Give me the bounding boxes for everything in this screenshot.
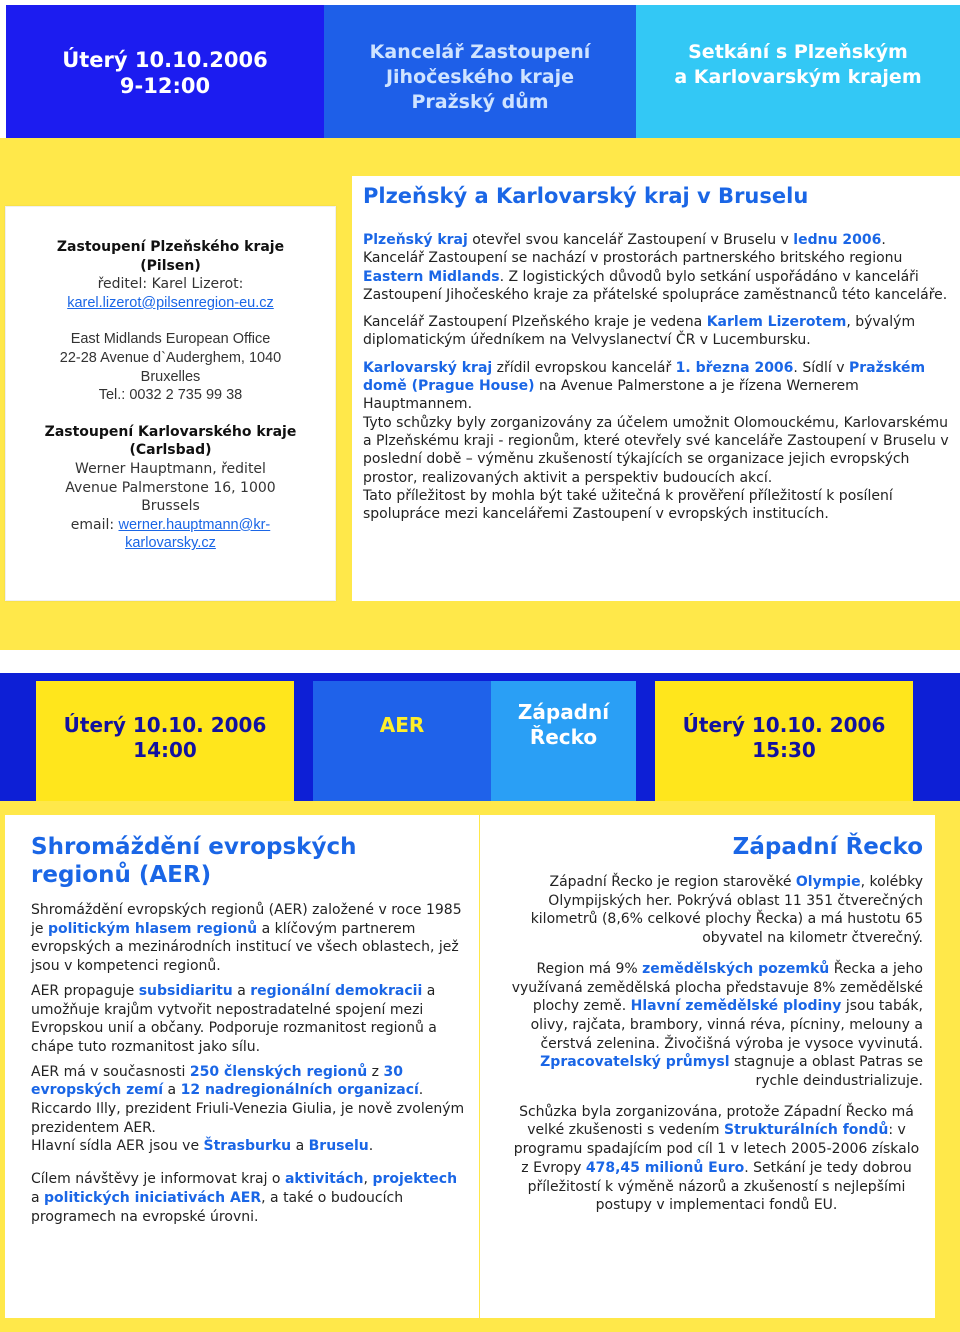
highlight: subsidiaritu [138,982,233,999]
text: Shromáždění evropských regionů (AER) založené v roce 1985 je [31,902,462,937]
text: . Riccardo Illy, prezident Friuli-Venezia Giulia, je nově zvoleným prezidentem AER. [31,1082,465,1136]
text: Západní Řecko je region starověké [549,874,796,890]
header-date-block [6,5,324,138]
agenda-time-block [36,681,294,801]
agenda-time: 14:00 [133,738,197,762]
plzen-title: Zastoupení Plzeňského kraje [56,239,285,255]
header-date: Úterý 10.10.2006 [62,48,268,72]
text: a [291,1138,309,1155]
highlight: Bruselu [308,1138,369,1155]
karlovy-subtitle: (Carlsbad) [129,442,212,459]
text: , a také o budoucích programech na evropské úrovni. [31,1189,404,1225]
text: a [31,1189,45,1206]
aer-title [31,833,469,889]
paragraph [363,313,950,350]
paragraph [31,1170,469,1226]
text: a klíčovým partnerem evropských a mezinárodních institucí ve všech oblastech, jež jsou v kompetenci regionů. [31,920,459,975]
header-location-line: Jihočeského kraje [385,66,575,88]
text: a [232,982,251,999]
text: Cílem návštěvy je informovat kraj o [31,1171,285,1188]
paragraph [510,1103,923,1215]
highlight: 478,45 milionů Euro [585,1159,745,1176]
highlight: politických iniciativách AER [44,1189,262,1206]
header-topic-block [636,5,960,138]
paragraph [31,901,469,976]
agenda-aer-block [313,681,491,801]
plzen-email-link[interactable]: karel.lizerot@pilsenregion-eu.cz [67,294,274,311]
highlight: projektech [372,1171,458,1188]
paragraph [31,982,469,1057]
highlight: 1. března 2006 [675,359,794,376]
highlight: politickým hlasem regionů [47,920,258,937]
greece-card [480,815,935,1318]
plzen-address-line: 22-28 Avenue d`Auderghem, 1040 [59,349,282,366]
karlovy-email-link-cont[interactable]: karlovarsky.cz [125,535,216,552]
text: AER má v současnosti [31,1063,190,1080]
aer-card [5,815,479,1318]
paragraph [510,873,923,948]
plzen-subtitle: (Pilsen) [140,257,201,274]
text: z [367,1063,384,1080]
highlight: zemědělských pozemků [642,960,830,977]
agenda-greece-line: Západní [517,700,610,724]
text: AER propaguje [31,982,139,999]
karlovy-email-label: email: [70,516,115,533]
text: na Avenue Palmerstone a je řízena Wernerem Hauptmannem. [363,378,859,413]
highlight: Karlovarský kraj [363,359,493,376]
highlight: Eastern Midlands [363,268,500,285]
section-title: Plzeňský a Karlovarský kraj v Bruselu [363,184,809,208]
text: Řecka a jeho využívaná zemědělská plocha představuje 8% zemědělské plochy země. [511,960,923,1015]
aer-title-line: Shromáždění evropských [31,834,357,860]
paragraph [31,1063,469,1138]
highlight: aktivitách [284,1171,364,1188]
header-location-block [324,5,636,138]
agenda-greece-line: Řecko [529,725,598,749]
text: . Setkání je tedy dobrou příležitostí k výměně názorů a zkušeností s nejlepšími postupy v implementaci fondů EU. [527,1159,912,1214]
greece-title: Západní Řecko [732,834,923,860]
contacts-card [5,206,336,601]
plzen-tel: Tel.: 0032 2 735 99 38 [98,387,243,404]
text: jsou tabák, olivy, rajčata, brambory, vinná réva, pícniny, melouny a čerstvá zelenina. Živočišná výroba je vysoce vyvinutá. [530,998,923,1052]
agenda-time: 15:30 [752,738,816,762]
paragraph [363,359,950,414]
plzen-office: East Midlands European Office [70,331,271,348]
text: Region má 9% [536,960,643,977]
highlight: Strukturálních fondů [724,1122,889,1139]
karlovy-address-line: Avenue Palmerstone 16, 1000 [65,479,276,496]
agenda-time-block [655,681,913,801]
agenda-date: Úterý 10.10. 2006 [63,713,267,737]
highlight: Štrasburku [203,1138,292,1155]
highlight: regionální demokracii [250,982,423,999]
highlight: lednu 2006 [793,232,882,248]
paragraph [510,960,923,1091]
highlight: 250 členských regionů [189,1063,368,1080]
text: . [368,1138,374,1155]
text: a umožňuje krajům vytvořit nepostradatelné spojení mezi Evropskou unií a občany. Podporuje rozmanitost regionů a chápe tuto rozmanitost jako sílu. [31,982,437,1055]
paragraph: Tato příležitost by mohla být také užitečná k prověření příležitostí k posílení spolupráce mezi kancelářemi Zastoupení v evropských institucích. [363,487,893,523]
karlovy-address-line: Brussels [141,498,200,515]
text: , [363,1171,373,1188]
highlight: Zpracovatelský průmysl [540,1054,730,1071]
highlight: Olympie [795,874,861,890]
header-location-line: Kancelář Zastoupení [369,41,591,63]
highlight: Plzeňský kraj [363,232,468,248]
header-topic-line: Setkání s Plzeňským [688,41,908,63]
paragraph: Tyto schůzky byly zorganizovány za účelem umožnit Olomouckému, Karlovarskému a Plzeňskému kraji - regionům, které otevřely své kanceláře Zastoupení v Bruselu v poslední době – výměnu zkušeností týkajících se organizace jejich evropských prostor, realizovaných aktivit a perspektiv budoucích akcí. [363,414,949,486]
header-topic-line: a Karlovarským krajem [674,66,922,88]
text: stagnuje a oblast Patras se rychle deindustrializuje. [729,1054,923,1090]
highlight: Pražském domě (Prague House) [363,359,926,395]
highlight: 12 nadregionálních organizací [180,1082,419,1099]
agenda-greece-block [491,681,636,801]
text: a [163,1082,181,1099]
karlovy-title: Zastoupení Karlovarského kraje [44,423,297,440]
bruselu-card [352,176,960,601]
highlight: Hlavní zemědělské plodiny [630,998,842,1015]
text: , bývalým diplomatickým úředníkem na Velvyslanectví ČR v Lucembursku. [363,314,916,349]
text: . Sídlí v [793,359,849,376]
text: zřídil evropskou kancelář [492,359,676,376]
agenda-aer-label: AER [379,713,425,737]
text: Hlavní sídla AER jsou ve [31,1138,204,1155]
text: Kancelář Zastoupení Plzeňského kraje je vedena [363,314,707,331]
plzen-address-line: Bruxelles [140,368,201,385]
header-time: 9-12:00 [119,74,211,98]
text: . Z logistických důvodů bylo setkání uspořádáno v kanceláři Zastoupení Jihočeského kraje za přátelské spolupráce zaměstnanců této kanceláře. [363,268,948,303]
paragraph [31,1137,469,1156]
plzen-director: ředitel: Karel Lizerot: [97,276,244,293]
text: . Kancelář Zastoupení se nachází v prostorách partnerského britského regionu [363,232,903,267]
text: otevřel svou kancelář Zastoupení v Bruselu v [467,232,794,248]
agenda-date: Úterý 10.10. 2006 [682,713,886,737]
paragraph [363,231,950,304]
highlight: 30 evropských zemí [31,1063,403,1099]
karlovy-email-link[interactable]: werner.hauptmann@kr- [118,516,271,533]
header-location-line: Pražský dům [411,91,549,113]
aer-title-line: regionů (AER) [31,862,212,888]
highlight: Karlem Lizerotem [706,314,847,331]
text: : v programu spadajícím pod cíl 1 v letech 2005-2006 získalo z Evropy [513,1122,920,1176]
karlovy-director: Werner Hauptmann, ředitel [75,460,266,477]
text: , kolébky Olympijských her. Pokrývá oblast 11 351 čtverečných kilometrů (8,6% celkové plochy Řecka) a má hustotu 65 obyvatel na kilometr čtverečný. [530,874,923,947]
text: Schůzka byla zorganizována, protože Západní Řecko má velké zkušenosti s vedením [519,1103,914,1139]
